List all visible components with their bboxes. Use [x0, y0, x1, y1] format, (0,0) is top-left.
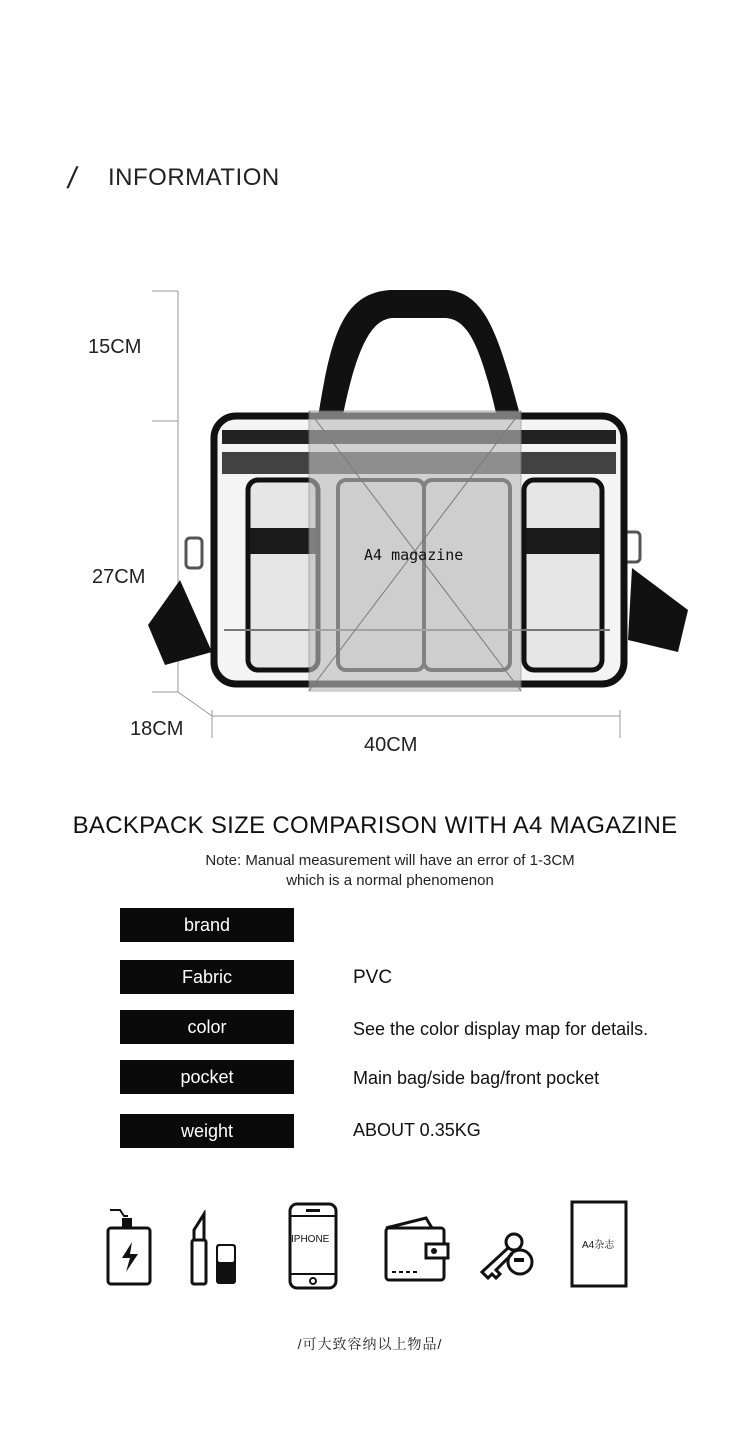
wallet-icon: [382, 1214, 452, 1284]
bag-handles: [316, 290, 524, 430]
dimension-depth: 18CM: [130, 718, 184, 740]
dimension-handle-height: 15CM: [88, 336, 142, 358]
note-line-2: which is a normal phenomenon: [286, 872, 494, 889]
page-title: INFORMATION: [108, 164, 280, 191]
lipstick-icon: [186, 1210, 242, 1288]
power-bank-icon: [104, 1206, 154, 1288]
spec-label-weight: weight: [120, 1114, 294, 1148]
spec-value-weight: ABOUT 0.35KG: [353, 1120, 481, 1140]
keys-icon: [474, 1228, 538, 1286]
a4-icon-label: A4杂志: [582, 1240, 615, 1251]
a4-overlay-label: A4 magazine: [364, 546, 464, 564]
phone-icon-label: IPHONE: [291, 1234, 330, 1245]
spec-value-pocket: Main bag/side bag/front pocket: [353, 1068, 600, 1088]
dimension-body-height: 27CM: [92, 566, 146, 588]
spec-label-pocket: pocket: [120, 1060, 294, 1094]
spec-label-fabric: Fabric: [120, 960, 294, 994]
dimension-width: 40CM: [364, 734, 418, 756]
spec-value-fabric: PVC: [353, 967, 393, 988]
spec-label-color: color: [120, 1010, 294, 1044]
capacity-footnote: /可大致容纳以上物品/: [297, 1336, 443, 1352]
spec-label-brand: brand: [120, 908, 294, 942]
comparison-title: BACKPACK SIZE COMPARISON WITH A4 MAGAZINE: [72, 812, 678, 839]
phone-icon: [288, 1202, 338, 1290]
spec-value-color: See the color display map for details.: [353, 1019, 649, 1039]
header-slash: /: [65, 162, 80, 195]
note-line-1: Note: Manual measurement will have an error of 1-3CM: [205, 852, 575, 869]
